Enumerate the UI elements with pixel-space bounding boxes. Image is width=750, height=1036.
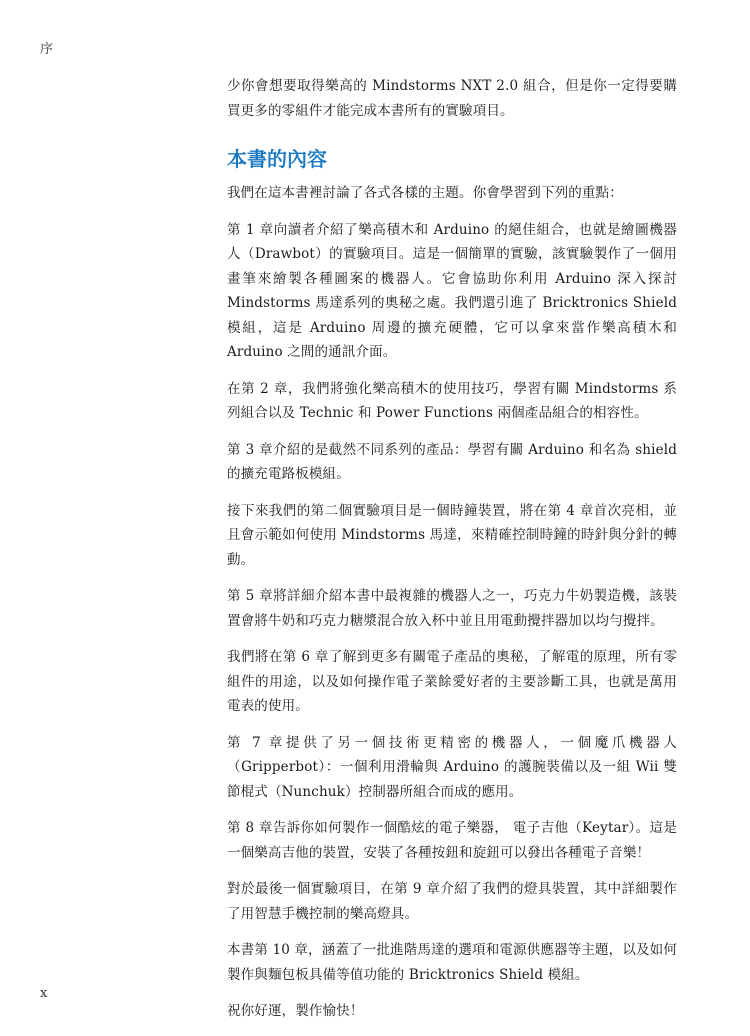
paragraph-chapter-9: 對於最後一個實驗項目，在第 9 章介紹了我們的燈具裝置，其中詳細製作了用智慧手機控制的樂高燈具。 (227, 881, 677, 922)
paragraph-chapter-2: 在第 2 章，我們將強化樂高積木的使用技巧，學習有關 Mindstorms 系列組合以及 Technic 和 Power Functions 兩個產品組合的相容性。 (227, 380, 677, 421)
paragraph-overview: 我們在這本書裡討論了各式各樣的主題。你會學習到下列的重點： (227, 185, 623, 201)
section-title: 本書的內容 (227, 147, 327, 171)
paragraph-chapter-8: 第 8 章告訴你如何製作一個酷炫的電子樂器， 電子吉他（Keytar）。這是一個樂高吉他的裝置，安裝了各種按鈕和旋鈕可以發出各種電子音樂！ (227, 820, 677, 861)
page-number: x (40, 986, 48, 1001)
running-head: 序 (40, 42, 54, 57)
intro-paragraph: 少你會想要取得樂高的 Mindstorms NXT 2.0 組合，但是你一定得要購買更多的零組件才能完成本書所有的實驗項目。 (227, 78, 677, 119)
paragraph-chapter-5: 第 5 章將詳細介紹本書中最複雜的機器人之一，巧克力牛奶製造機，該裝置會將牛奶和巧克力糖漿混合放入杯中並且用電動攪拌器加以均勻攪拌。 (227, 588, 677, 629)
paragraph-chapter-7: 第 7 章提供了另一個技術更精密的機器人，一個魔爪機器人（Gripperbot）：一個利用滑輪與 Arduino 的護腕裝備以及一組 Wii 雙節棍式（Nunchuk）控制器所組合而成的應用。 (227, 734, 677, 800)
paragraph-chapter-10: 本書第 10 章，涵蓋了一批進階馬達的選項和電源供應器等主題，以及如何製作與麵包板具備等值功能的 Bricktronics Shield 模組。 (227, 942, 677, 983)
main-content (227, 74, 677, 1036)
paragraph-closing: 祝你好運，製作愉快！ (227, 1003, 364, 1019)
paragraph-chapter-1: 第 1 章向讀者介紹了樂高積木和 Arduino 的絕佳組合，也就是繪圖機器人（Drawbot）的實驗項目。這是一個簡單的實驗，該實驗製作了一個用畫筆來繪製各種圖案的機器人。它會協助你利用 Arduino 深入探討 Mindstorms 馬達系列的奧秘之處。我們還引進了 Bricktronics Shield 模組，這是 Arduino 周邊的擴充硬體，它可以拿來當作樂高積木和 Arduino 之間的通訊介面。 (227, 221, 677, 360)
paragraph-chapter-4: 接下來我們的第二個實驗項目是一個時鐘裝置，將在第 4 章首次亮相，並且會示範如何使用 Mindstorms 馬達，來精確控制時鐘的時針與分針的轉動。 (227, 502, 677, 568)
paragraph-chapter-3: 第 3 章介紹的是截然不同系列的產品：學習有關 Arduino 和名為 shield 的擴充電路板模組。 (227, 441, 677, 482)
paragraph-chapter-6: 我們將在第 6 章了解到更多有關電子產品的奧秘，了解電的原理，所有零組件的用途，以及如何操作電子業餘愛好者的主要診斷工具，也就是萬用電表的使用。 (227, 649, 677, 714)
